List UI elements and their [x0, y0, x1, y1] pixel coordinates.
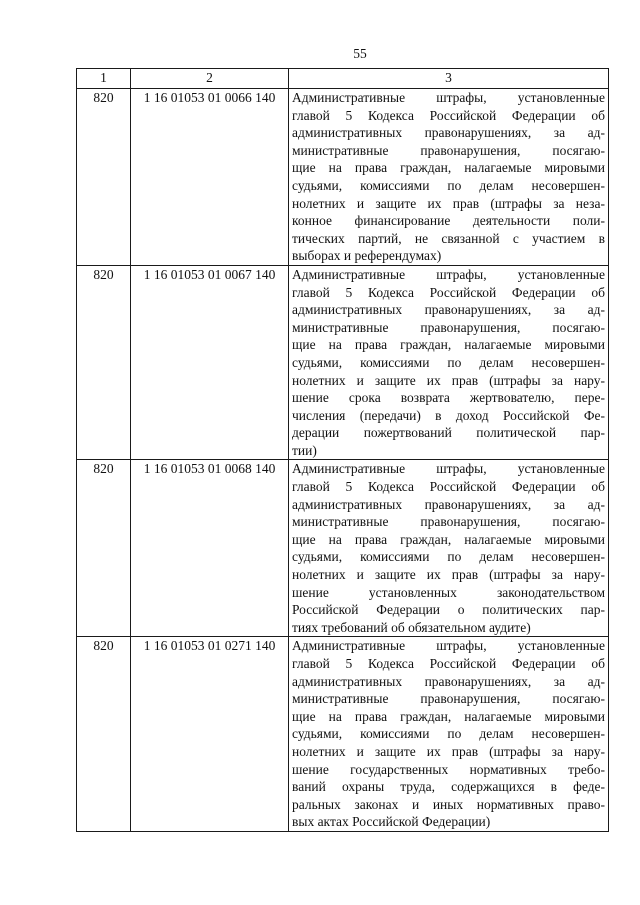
- description-line: тических партий, не связанной с участием в: [292, 230, 605, 246]
- description-line: шение установленных законодательством: [292, 584, 605, 600]
- classification-code-cell: 1 16 01053 01 0066 140: [131, 89, 289, 266]
- classification-code-cell: 1 16 01053 01 0067 140: [131, 265, 289, 460]
- description-line: Административные штрафы, установленные: [292, 90, 605, 105]
- classification-code-cell: 1 16 01053 01 0271 140: [131, 637, 289, 832]
- table-row: [77, 89, 609, 266]
- admin-code-cell: 820: [77, 637, 131, 832]
- description-line: министративные правонарушения, посягаю-: [292, 514, 605, 530]
- admin-code-cell: 820: [77, 89, 131, 266]
- description-line: судьями, комиссиями по делам несовершен-: [292, 549, 605, 565]
- description-line: вых актах Российской Федерации): [292, 814, 491, 830]
- header-col-1: 1: [77, 69, 131, 89]
- description-line: выборах и референдумах): [292, 248, 442, 264]
- description-line: министративные правонарушения, посягаю-: [292, 319, 605, 335]
- description-line: ваний охраны труда, содержащихся в феде-: [292, 779, 605, 795]
- description-line: нолетних и защите их прав (штрафы за неза-: [292, 195, 605, 211]
- description-line: судьями, комиссиями по делам несовершен-: [292, 177, 605, 193]
- description-line: главой 5 Кодекса Российской Федерации об: [292, 479, 605, 495]
- table-row: [77, 637, 609, 832]
- table-header-row: [77, 69, 609, 89]
- description-line: Российской Федерации о политических пар-: [292, 602, 605, 618]
- description-line: щие на права граждан, налагаемые мировыми: [292, 531, 605, 547]
- classification-code-cell: 1 16 01053 01 0068 140: [131, 460, 289, 637]
- description-line: нолетних и защите их прав (штрафы за нару-: [292, 567, 605, 583]
- description-line: нолетних и защите их прав (штрафы за нару-: [292, 372, 605, 388]
- description-line: конное финансирование деятельности поли-: [292, 213, 605, 229]
- description-line: Административные штрафы, установленные: [292, 638, 605, 654]
- budget-classification-table: [76, 68, 609, 832]
- description-cell: [289, 265, 609, 460]
- description-line: главой 5 Кодекса Российской Федерации об: [292, 656, 605, 671]
- description-cell: [289, 89, 609, 266]
- description-line: Административные штрафы, установленные: [292, 461, 605, 477]
- description-line: Административные штрафы, установленные: [292, 266, 605, 282]
- admin-code-cell: 820: [77, 460, 131, 637]
- description-line: судьями, комиссиями по делам несовершен-: [292, 726, 605, 742]
- header-col-3: 3: [289, 69, 609, 89]
- table-body: [77, 89, 609, 832]
- description-line: дерации пожертвований политической пар-: [292, 425, 605, 441]
- description-line: судьями, комиссиями по делам несовершен-: [292, 354, 605, 370]
- description-line: главой 5 Кодекса Российской Федерации об: [292, 284, 605, 300]
- description-line: щие на права граждан, налагаемые мировыми: [292, 708, 605, 724]
- description-line: тиях требований об обязательном аудите): [292, 619, 531, 635]
- admin-code-cell: 820: [77, 265, 131, 460]
- description-line: щие на права граждан, налагаемые мировыми: [292, 160, 605, 176]
- description-line: министративные правонарушения, посягаю-: [292, 142, 605, 158]
- description-line: главой 5 Кодекса Российской Федерации об: [292, 107, 605, 123]
- page-number: 55: [353, 46, 367, 61]
- table-header: [77, 69, 609, 89]
- description-line: ральных законах и иных нормативных право-: [292, 796, 605, 812]
- description-line: тии): [292, 442, 317, 458]
- description-line: административных правонарушениях, за ад-: [292, 125, 605, 141]
- table-row: [77, 460, 609, 637]
- description-line: числения (передачи) в доход Российской Фе-: [292, 407, 605, 423]
- description-line: нолетних и защите их прав (штрафы за нару-: [292, 743, 605, 759]
- description-cell: [289, 637, 609, 832]
- description-line: административных правонарушениях, за ад-: [292, 496, 605, 512]
- description-line: шение государственных нормативных требо-: [292, 761, 605, 777]
- description-line: министративные правонарушения, посягаю-: [292, 691, 605, 707]
- table-row: [77, 265, 609, 460]
- description-cell: [289, 460, 609, 637]
- description-line: шение срока возврата жертвователю, пере-: [292, 390, 605, 406]
- description-line: административных правонарушениях, за ад-: [292, 673, 605, 689]
- header-col-2: 2: [131, 69, 289, 89]
- description-line: щие на права граждан, налагаемые мировыми: [292, 337, 605, 353]
- description-line: административных правонарушениях, за ад-: [292, 302, 605, 318]
